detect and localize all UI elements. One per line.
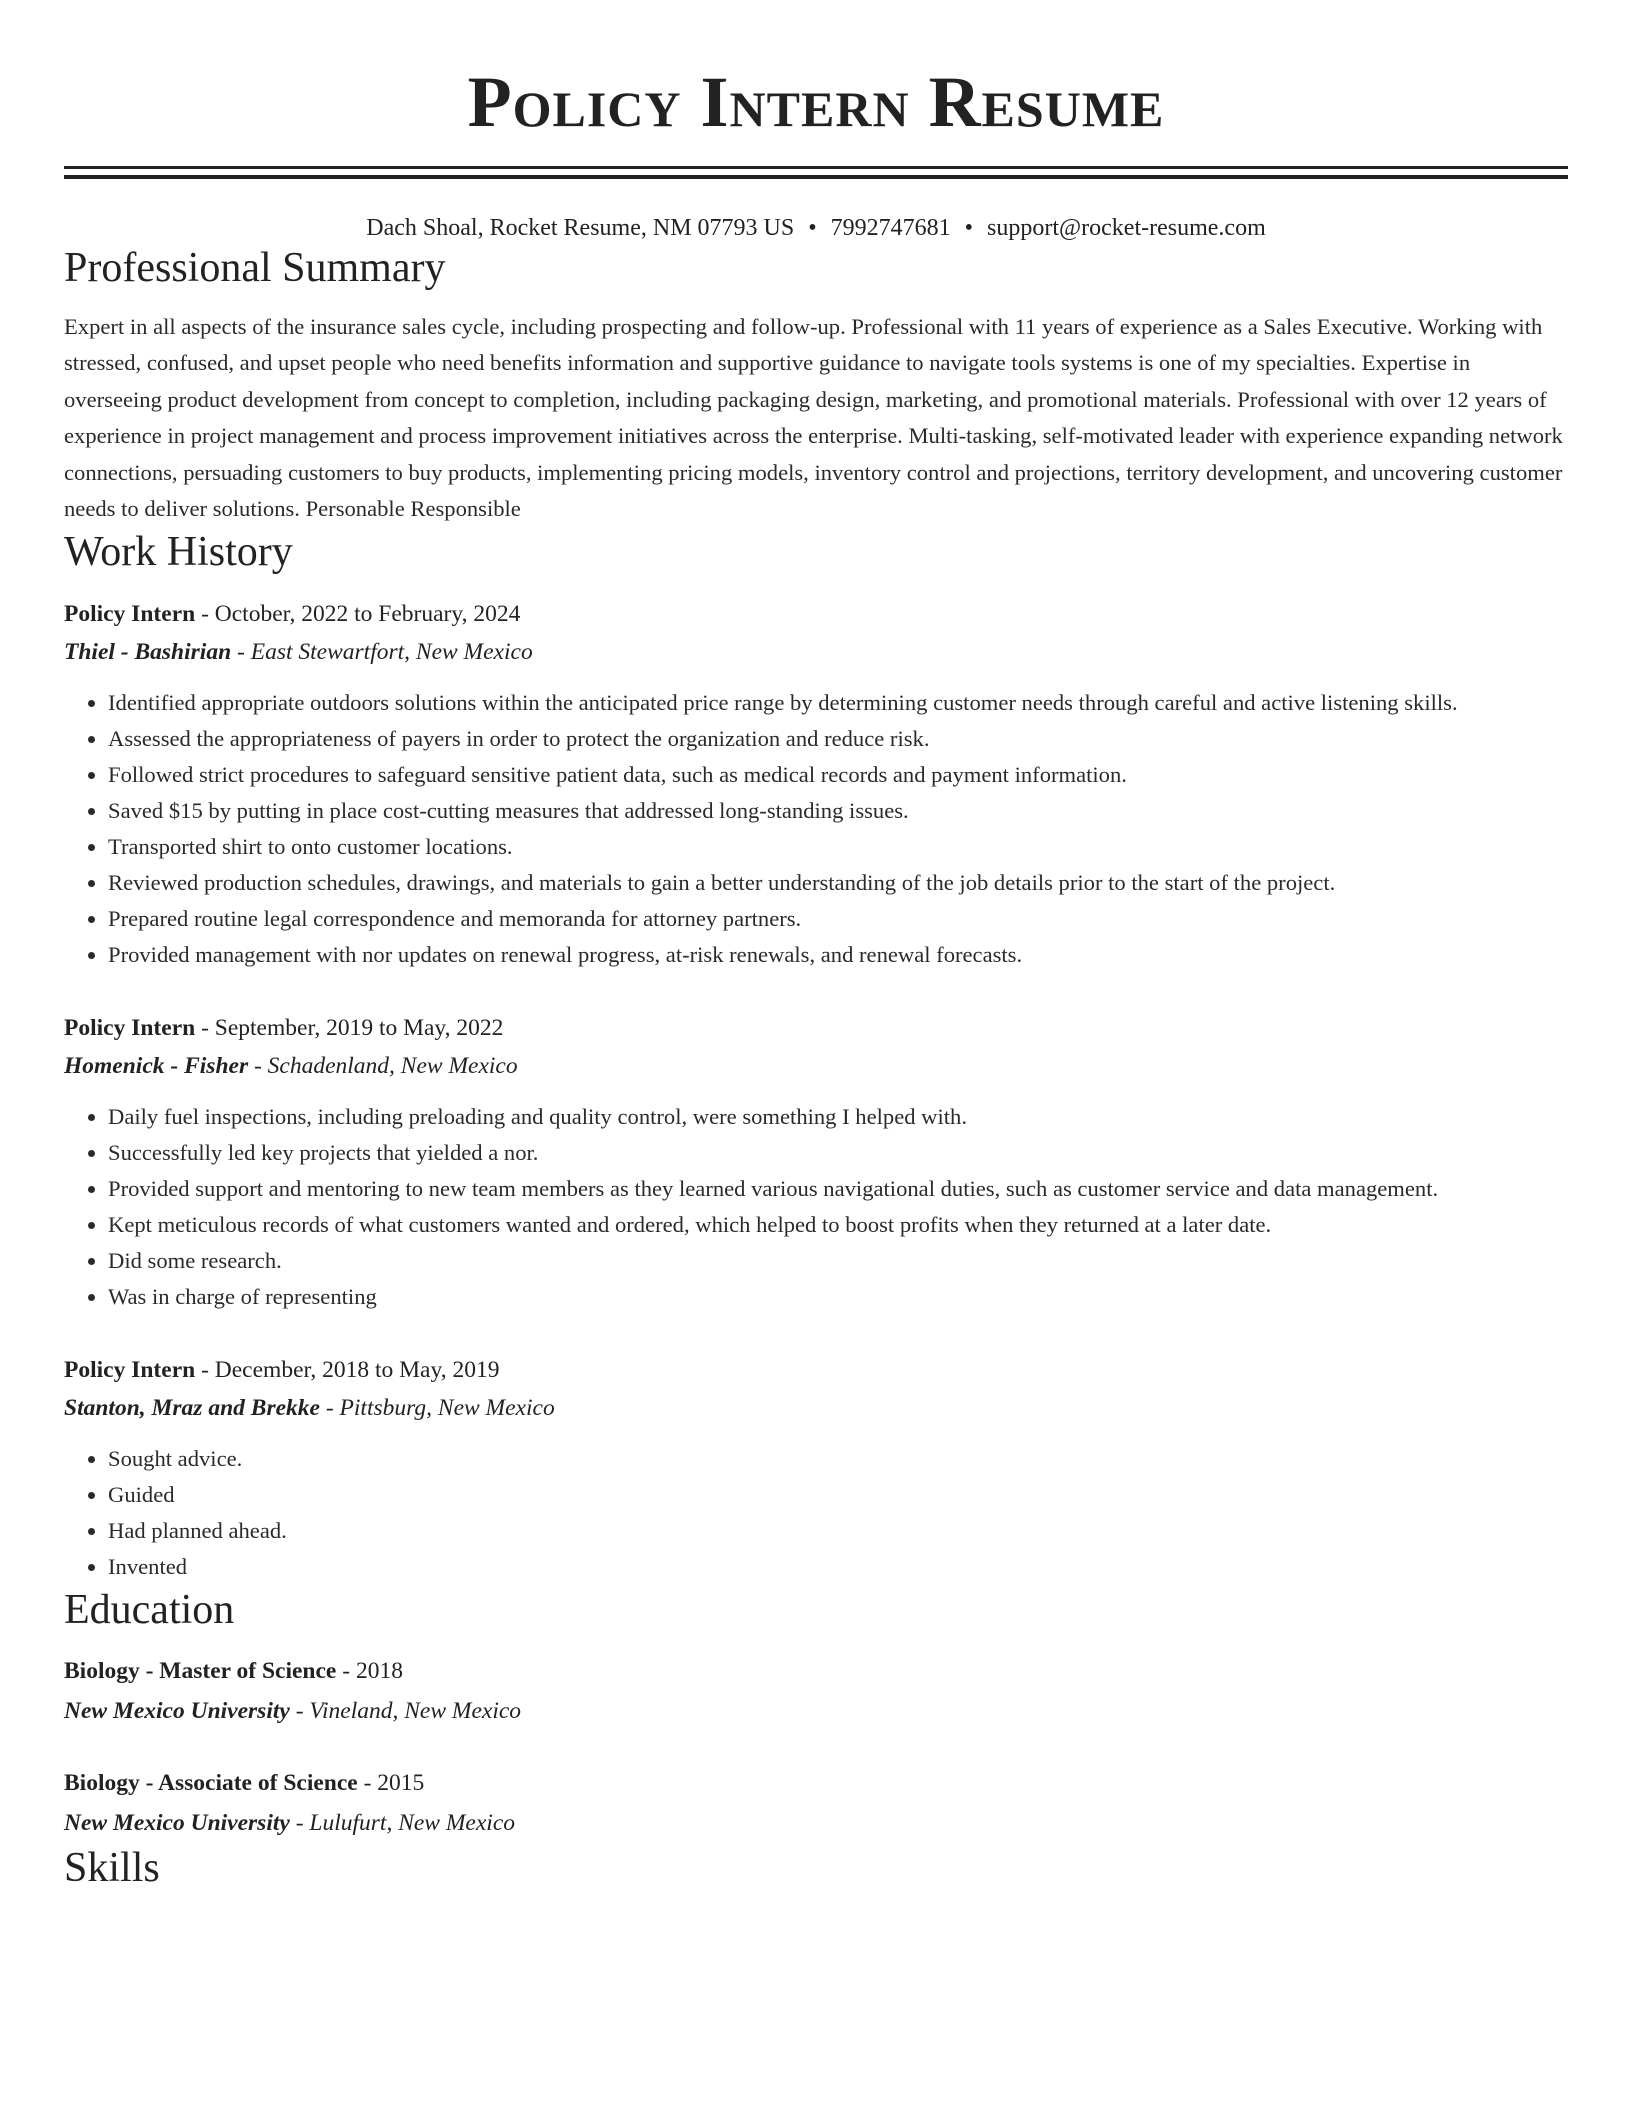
contact-line (64, 213, 1568, 243)
job-title-line (64, 595, 1568, 633)
job-company: Thiel - Bashirian (64, 639, 232, 666)
contact-phone: 7992747681 (830, 215, 951, 241)
school-name: New Mexico University (64, 1810, 290, 1837)
title-rule-top (64, 166, 1568, 169)
list-item: • Was in charge of representing (108, 1279, 1568, 1315)
job-company: Homenick - Fisher (64, 1053, 249, 1080)
education-entry (64, 1651, 1568, 1731)
job-company-line (64, 633, 1568, 671)
title-rule-bottom (64, 175, 1568, 179)
list-item: • Transported shirt to onto customer locations. (108, 829, 1568, 865)
list-item: • Provided management with nor updates on renewal progress, at-risk renewals, and renewal forecasts. (108, 937, 1568, 973)
contact-address: Dach Shoal, Rocket Resume, NM 07793 US (366, 215, 795, 241)
list-item: • Invented (108, 1549, 1568, 1585)
list-item: • Did some research. (108, 1243, 1568, 1279)
education-entry (64, 1763, 1568, 1843)
job-company: Stanton, Mraz and Brekke (64, 1395, 320, 1422)
degree-name: Biology - Associate of Science (64, 1770, 358, 1797)
job-dates: - October, 2022 to February, 2024 (195, 601, 521, 628)
list-item: • Had planned ahead. (108, 1513, 1568, 1549)
contact-email: support@rocket-resume.com (987, 215, 1266, 241)
list-item: • Successfully led key projects that yielded a nor. (108, 1135, 1568, 1171)
job-title: Policy Intern (64, 601, 196, 628)
degree-line (64, 1763, 1568, 1803)
degree-name: Biology - Master of Science (64, 1658, 337, 1685)
school-location: - Vineland, New Mexico (289, 1698, 522, 1725)
work-history-heading: Work History (64, 529, 293, 576)
list-item: • Saved $15 by putting in place cost-cutting measures that addressed long-standing issues. (108, 793, 1568, 829)
school-name: New Mexico University (64, 1698, 290, 1725)
page-title: Policy Intern Resume (467, 62, 1165, 142)
degree-year: - 2015 (357, 1770, 425, 1797)
job-company-line (64, 1047, 1568, 1085)
list-item: • Assessed the appropriateness of payers in order to protect the organization and reduce risk. (108, 721, 1568, 757)
list-item: • Followed strict procedures to safeguard sensitive patient data, such as medical records and payment information. (108, 757, 1568, 793)
job-location: - Schadenland, New Mexico (248, 1053, 518, 1080)
education-heading: Education (64, 1587, 235, 1634)
degree-line (64, 1651, 1568, 1691)
job-entry (64, 1009, 1568, 1315)
job-entry (64, 595, 1568, 973)
job-dates: - September, 2019 to May, 2022 (195, 1015, 504, 1042)
list-item: • Identified appropriate outdoors solutions within the anticipated price range by determining customer needs through careful and active listening skills. (108, 685, 1568, 721)
list-item: • Provided support and mentoring to new team members as they learned various navigational duties, such as customer service and data management. (108, 1171, 1568, 1207)
list-item: • Guided (108, 1477, 1568, 1513)
job-title-line (64, 1009, 1568, 1047)
job-title: Policy Intern (64, 1357, 196, 1384)
job-entry (64, 1351, 1568, 1585)
job-duties-list (64, 1441, 1568, 1585)
job-duties-list (64, 685, 1568, 973)
job-title-line (64, 1351, 1568, 1389)
summary-text: Expert in all aspects of the insurance sales cycle, including prospecting and follow-up. Professional with 11 years of experience as a Sales Executive. Working with stressed, confused, and upset people who need benefits information and supportive guidance to navigate tools systems is one of my specialties. Expertise in overseeing product development from concept to completion, including packaging design, marketing, and promotional materials. Professional with over 12 years of experience in project management and process improvement initiatives across the enterprise. Multi-tasking, self-motivated leader with experience expanding network connections, persuading customers to buy products, implementing pricing models, inventory control and projections, territory development, and uncovering customer needs to deliver solutions. Personable Responsible (64, 314, 1563, 522)
job-location: - Pittsburg, New Mexico (319, 1395, 555, 1422)
job-title: Policy Intern (64, 1015, 196, 1042)
list-item: • Kept meticulous records of what customers wanted and ordered, which helped to boost profits when they returned at a later date. (108, 1207, 1568, 1243)
list-item: • Reviewed production schedules, drawings, and materials to gain a better understanding of the job details prior to the start of the project. (108, 865, 1568, 901)
list-item: • Prepared routine legal correspondence and memoranda for attorney partners. (108, 901, 1568, 937)
job-duties-list (64, 1099, 1568, 1315)
contact-separator: • (808, 215, 817, 241)
school-location: - Lulufurt, New Mexico (289, 1810, 516, 1837)
contact-separator: • (964, 215, 974, 241)
job-location: - East Stewartfort, New Mexico (231, 639, 533, 666)
job-dates: - December, 2018 to May, 2019 (195, 1357, 500, 1384)
job-company-line (64, 1389, 1568, 1427)
skills-heading: Skills (64, 1845, 160, 1892)
school-line (64, 1691, 1568, 1731)
summary-heading: Professional Summary (64, 245, 446, 291)
list-item: • Sought advice. (108, 1441, 1568, 1477)
degree-year: - 2018 (336, 1658, 403, 1685)
list-item: • Daily fuel inspections, including preloading and quality control, were something I helped with. (108, 1099, 1568, 1135)
school-line (64, 1803, 1568, 1843)
